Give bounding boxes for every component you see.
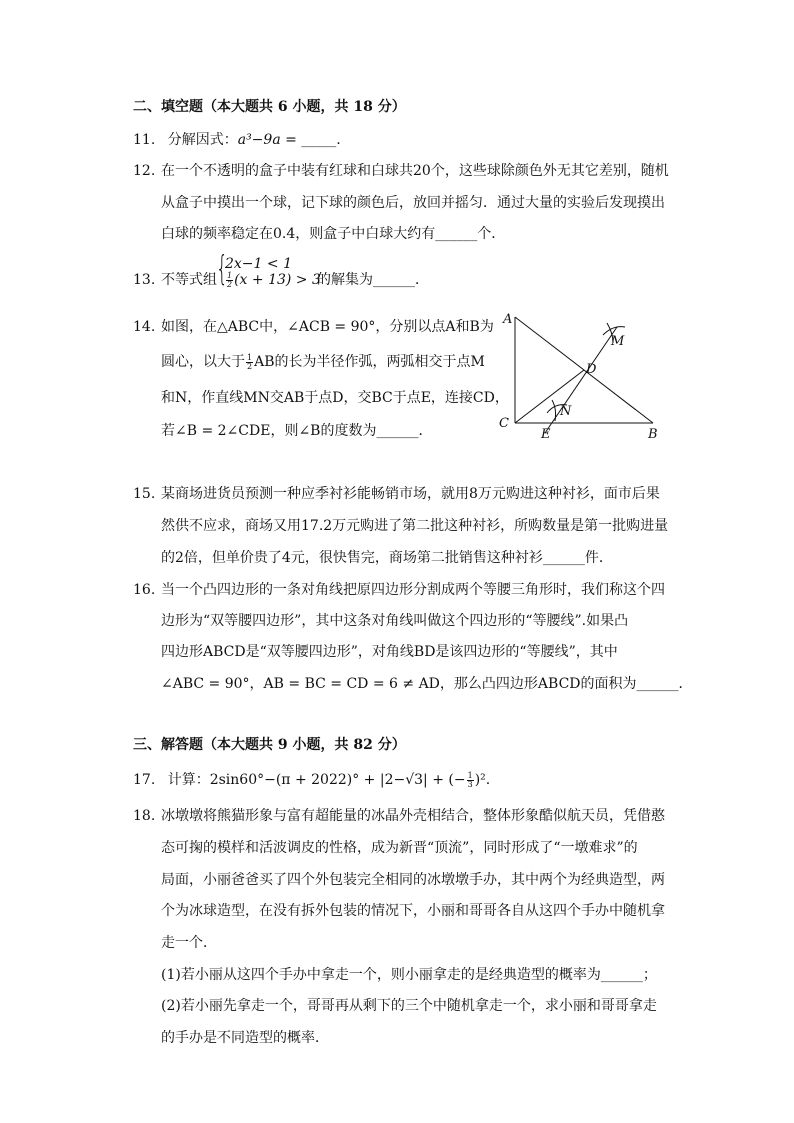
question-number: 11.: [133, 132, 156, 148]
system-brace: {: [216, 249, 228, 289]
question-12-line-1: 在一个不透明的盒子中装有红球和白球共20个，这些球除颜色外无其它差别，随机: [161, 163, 669, 179]
question-18-sub-2a: (2)若小丽先拿走一个，哥哥再从剩下的三个中随机拿走一个，求小丽和哥哥拿走: [161, 998, 657, 1014]
question-16-line-1: 当一个凸四边形的一条对角线把原四边形分割成两个等腰三角形时，我们称这个四: [161, 582, 665, 598]
question-18-line-5: 走一个．: [161, 935, 217, 951]
question-18-line-3: 局面，小丽爸爸买了四个外包装完全相同的冰墩墩手办，其中两个为经典造型，两: [161, 872, 665, 888]
fraction: $\frac{1}{3}$: [467, 770, 473, 789]
question-prefix: 计算：: [167, 772, 210, 788]
label-M: M: [611, 334, 625, 349]
label-A: A: [503, 312, 513, 327]
question-13-number: 13.: [133, 272, 156, 288]
answer-blank: _____: [301, 132, 337, 148]
question-13-prefix: 不等式组: [161, 272, 217, 288]
question-14-line-2: 圆心，以大于 $\frac{1}{2}$ AB的长为半径作弧，两弧相交于点M: [161, 352, 485, 371]
question-12-number: 12.: [133, 163, 156, 179]
label-N: N: [560, 404, 572, 419]
question-16-line-2: 边形为“双等腰四边形”，其中这条对角线叫做这个四边形的“等腰线”.如果凸: [161, 613, 629, 629]
section-3-title: 三、解答题（本大题共 9 小题，共 82 分）: [133, 737, 406, 753]
triangle-figure: [495, 305, 670, 445]
arc-N-2: [552, 400, 556, 421]
question-text: 分解因式：: [167, 132, 238, 148]
question-15-line-2: 然供不应求，商场又用17.2万元购进了第二批这种衬衫，所购数量是第一批购进量: [161, 518, 669, 534]
section-2-title: 二、填空题（本大题共 6 小题，共 18 分）: [133, 99, 406, 115]
question-18-line-4: 个为冰球造型，在没有拆外包装的情况下，小丽和哥哥各自从这四个手办中随机拿: [161, 903, 665, 919]
question-11: [133, 130, 341, 150]
math-expression-end: )².: [474, 772, 491, 788]
question-14-line-1: 如图，在△ABC中，∠ACB = 90°，分别以点A和B为: [161, 319, 494, 335]
math-expression: 2sin60°−(π + 2022)° + |2−√3| + (−: [209, 772, 466, 788]
question-12-line-2: 从盒子中摸出一个球，记下球的颜色后，放回并摇匀．通过大量的实验后发现摸出: [161, 195, 665, 211]
fraction: $\frac{1}{2}$: [227, 270, 233, 289]
question-18-sub-1: (1)若小丽从这四个手办中拿走一个，则小丽拿走的是经典造型的概率为______；: [161, 967, 657, 983]
label-D: D: [586, 362, 597, 377]
segment-CD: [515, 370, 584, 423]
label-E: E: [541, 427, 551, 442]
question-18-sub-2b: 的手办是不同造型的概率．: [161, 1030, 329, 1046]
question-16-line-4: ∠ABC = 90°，AB = BC = CD = 6 ≠ AD，那么凸四边形ABCD的面积为______．: [161, 676, 693, 692]
label-C: C: [499, 416, 509, 431]
question-12-line-3: 白球的频率稳定在0.4，则盒子中白球大约有______个．: [161, 226, 506, 242]
question-16-line-3: 四边形ABCD是“双等腰四边形”，对角线BD是该四边形的“等腰线”，其中: [161, 644, 618, 660]
question-13-suffix: 的解集为______．: [317, 272, 429, 288]
question-15-number: 15.: [133, 486, 156, 502]
question-18-line-2: 态可掬的模样和活波调皮的性格，成为新晋“顶流”，同时形成了“一墩难求”的: [161, 840, 638, 856]
question-15-line-1: 某商场进货员预测一种应季衬衫能畅销市场，就用8万元购进这种衬衫，面市后果: [161, 486, 660, 502]
question-18-number: 18.: [133, 808, 156, 824]
punctuation: .: [336, 132, 341, 148]
question-17: [133, 770, 490, 790]
question-14-number: 14.: [133, 319, 156, 335]
inequality-1: 2x−1 < 1: [225, 256, 292, 272]
question-15-line-3: 的2倍，但单价贵了4元，很快售完，商场第二批销售这种衬衫______件．: [161, 550, 613, 566]
inequality-2: $\frac{1}{2}$ (x + 13) > 3: [227, 270, 321, 289]
fraction: $\frac{1}{2}$: [247, 352, 253, 371]
question-14-line-4: 若∠B = 2∠CDE，则∠B的度数为______．: [161, 423, 433, 439]
label-B: B: [648, 427, 658, 442]
question-number: 17.: [133, 772, 156, 788]
question-14-line-3: 和N，作直线MN交AB于点D，交BC于点E，连接CD，: [161, 390, 509, 406]
question-16-number: 16.: [133, 582, 156, 598]
question-18-line-1: 冰墩墩将熊猫形象与富有超能量的冰晶外壳相结合，整体形象酷似航天员，凭借憨: [161, 808, 665, 824]
math-expression: a³−9a =: [237, 132, 302, 148]
